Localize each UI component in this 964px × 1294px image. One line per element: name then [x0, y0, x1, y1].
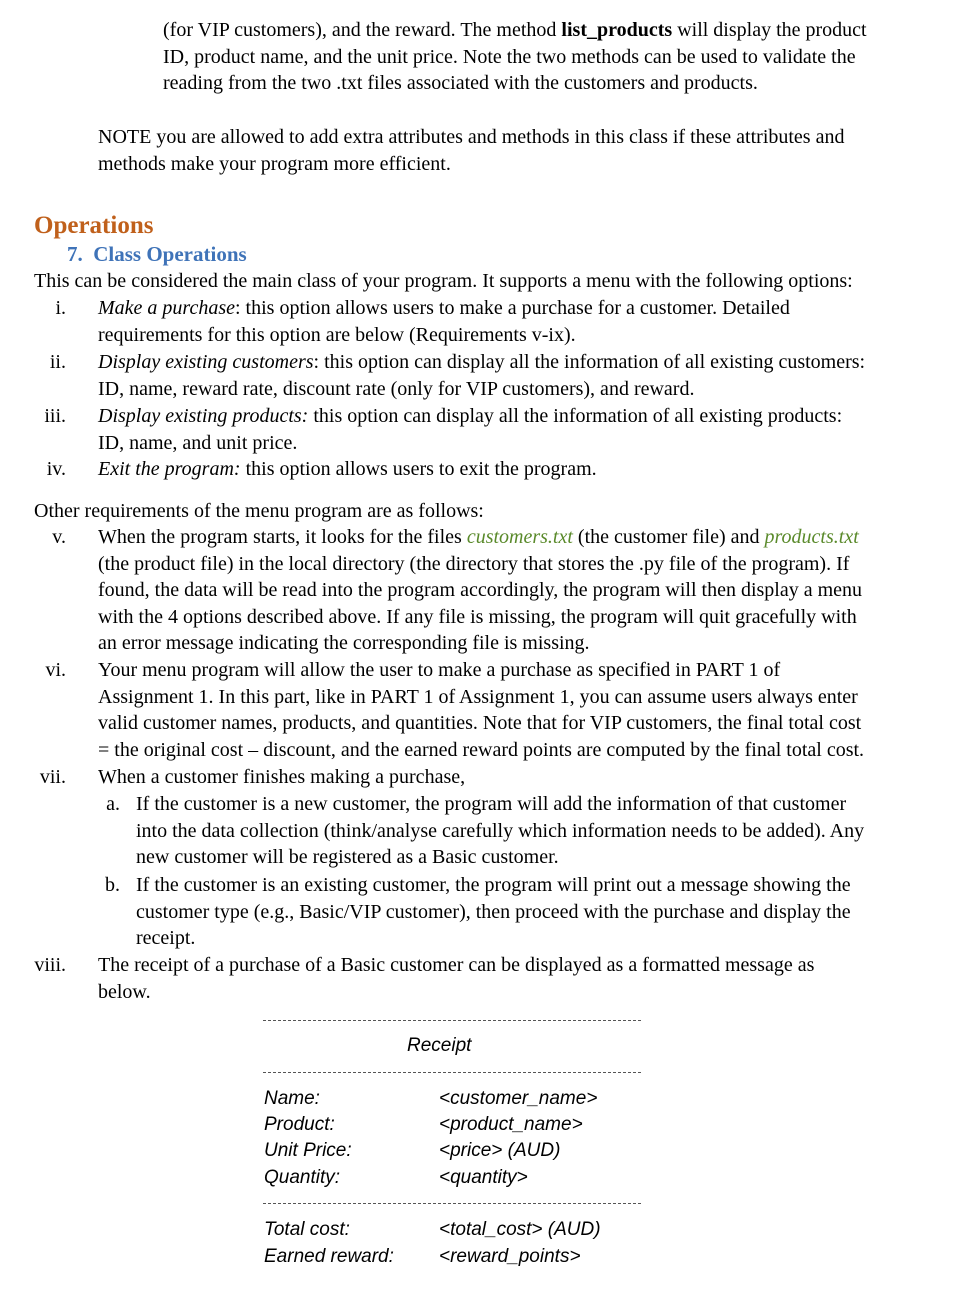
req-v-line-2: (the product file) in the local directory (the directory that stores the .py file of the program). If — [98, 553, 850, 575]
customers-file-name: customers.txt — [466, 526, 573, 548]
note-line-2: methods make your program more efficient. — [98, 153, 451, 175]
note-line-1: NOTE you are allowed to add extra attributes and methods in this class if these attributes and — [98, 126, 845, 148]
receipt-divider-top — [263, 1020, 641, 1021]
req-v-line-5: an error message indicating the corresponding file is missing. — [98, 632, 590, 654]
receipt-quantity-value: <quantity> — [439, 1167, 528, 1188]
req-v-line-4: with the 4 options described above. If any file is missing, the program will quit gracefully with — [98, 606, 857, 628]
req-vi-number: vi. — [45, 659, 66, 681]
req-a-line-2: into the data collection (think/analyse carefully which information needs to be added). Any — [136, 820, 865, 842]
receipt-title: Receipt — [407, 1035, 472, 1056]
option-ii-line-2: ID, name, reward rate, discount rate (only for VIP customers), and reward. — [98, 378, 695, 400]
products-file-name: products.txt — [764, 526, 859, 548]
option-i-label: Make a purchase — [98, 297, 235, 319]
option-ii-line-1: Display existing customers: this option can display all the information of all existing customers: — [98, 351, 866, 373]
req-a-number: a. — [106, 793, 120, 815]
option-i-line-1: Make a purchase: this option allows users to make a purchase for a customer. Detailed — [98, 297, 790, 319]
option-iv-number: iv. — [46, 458, 66, 480]
req-b-line-3: receipt. — [136, 927, 196, 949]
receipt-reward-label: Earned reward: — [264, 1246, 394, 1267]
receipt-price-value: <price> (AUD) — [439, 1140, 561, 1161]
intro-line-3: reading from the two .txt files associated with the customers and products. — [163, 72, 758, 94]
req-v-line-1: When the program starts, it looks for the files customers.txt (the customer file) and products.txt — [98, 526, 859, 548]
req-vi-line-1: Your menu program will allow the user to make a purchase as specified in PART 1 of — [98, 659, 781, 681]
req-v-line-3: found, the data will be read into the program accordingly, the program will then display a menu — [98, 579, 863, 601]
option-iii-line-1: Display existing products: this option can display all the information of all existing products: — [98, 405, 843, 427]
option-iii-line-2: ID, name, and unit price. — [98, 432, 298, 454]
receipt-name-value: <customer_name> — [439, 1088, 598, 1109]
option-ii-label: Display existing customers — [98, 351, 314, 373]
req-b-number: b. — [105, 874, 120, 896]
option-iv-label: Exit the program: — [98, 458, 241, 480]
receipt-name-label: Name: — [264, 1088, 320, 1109]
option-iii-number: iii. — [44, 405, 66, 427]
list-products-method: list_products — [561, 19, 673, 41]
req-vi-line-4: = the original cost – discount, and the earned reward points are computed by the final total cost. — [98, 739, 865, 761]
receipt-product-value: <product_name> — [439, 1114, 583, 1135]
receipt-divider-1 — [263, 1072, 641, 1073]
option-ii-number: ii. — [49, 351, 66, 373]
req-b-line-1: If the customer is an existing customer, the program will print out a message showing the — [136, 874, 851, 896]
intro-line-1: (for VIP customers), and the reward. The method list_products will display the product — [163, 19, 867, 41]
req-v-number: v. — [52, 526, 66, 548]
intro-line-2: ID, product name, and the unit price. Note the two methods can be used to validate the — [163, 46, 856, 68]
option-iii-label: Display existing products: — [98, 405, 309, 427]
receipt-product-label: Product: — [264, 1114, 335, 1135]
option-iv-line-1: Exit the program: this option allows users to exit the program. — [98, 458, 597, 480]
option-i-line-2: requirements for this option are below (Requirements v-ix). — [98, 324, 576, 346]
req-b-line-2: customer type (e.g., Basic/VIP customer), then proceed with the purchase and display the — [136, 901, 851, 923]
req-vii-number: vii. — [39, 766, 66, 788]
section-title: Operations — [34, 212, 154, 239]
req-viii-line-2: below. — [98, 981, 151, 1003]
req-vii-line-1: When a customer finishes making a purchase, — [98, 766, 466, 788]
receipt-divider-2 — [263, 1203, 641, 1204]
section-subtitle: 7. Class Operations — [67, 242, 247, 266]
req-viii-number: viii. — [34, 954, 66, 976]
receipt-total-value: <total_cost> (AUD) — [439, 1219, 601, 1240]
req-vi-line-2: Assignment 1. In this part, like in PART 1 of Assignment 1, you can assume users always enter — [98, 686, 858, 708]
req-vi-line-3: valid customer names, products, and quantities. Note that for VIP customers, the final total cost — [98, 712, 862, 734]
req-viii-line-1: The receipt of a purchase of a Basic customer can be displayed as a formatted message as — [98, 954, 815, 976]
option-i-number: i. — [55, 297, 66, 319]
receipt-price-label: Unit Price: — [264, 1140, 352, 1161]
req-a-line-3: new customer will be registered as a Basic customer. — [136, 846, 559, 868]
receipt-reward-value: <reward_points> — [439, 1246, 581, 1267]
req-a-line-1: If the customer is a new customer, the program will add the information of that customer — [136, 793, 847, 815]
receipt-total-label: Total cost: — [264, 1219, 350, 1240]
other-requirements-intro: Other requirements of the menu program are as follows: — [34, 500, 484, 522]
receipt-quantity-label: Quantity: — [264, 1167, 341, 1188]
section-description: This can be considered the main class of your program. It supports a menu with the following options: — [34, 270, 853, 292]
